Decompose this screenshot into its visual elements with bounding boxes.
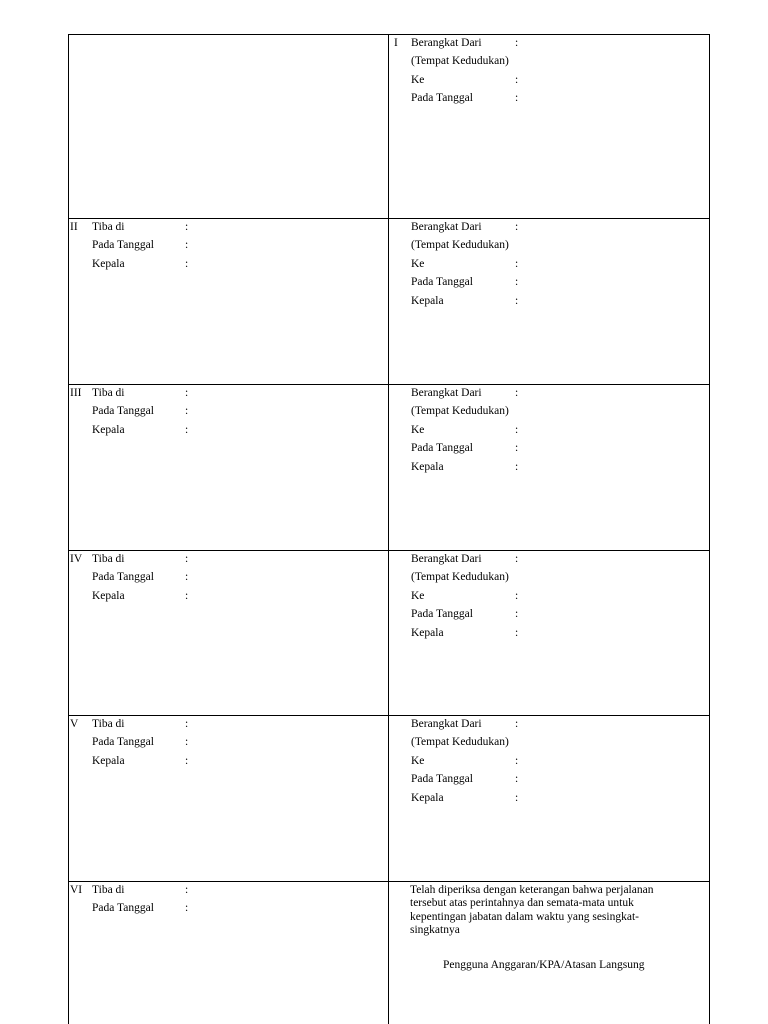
arrival-at-colon: :: [185, 718, 189, 730]
section-roman: V: [70, 718, 79, 730]
date-colon: :: [515, 92, 519, 105]
section-2-right: [388, 218, 710, 384]
section-6-left: [68, 881, 388, 1024]
arrival-at-label: Tiba di: [92, 221, 125, 233]
head-colon: :: [515, 791, 519, 804]
departure-from-label: Berangkat Dari: [411, 37, 482, 49]
head-colon: :: [515, 294, 519, 307]
head-colon: :: [515, 626, 519, 639]
departure-from-colon: :: [515, 718, 519, 730]
section-3-right: [388, 384, 710, 550]
signatory-title: Pengguna Anggaran/KPA/Atasan Langsung: [443, 959, 645, 971]
date-label: Pada Tanggal: [92, 902, 154, 915]
date-colon: :: [185, 405, 189, 418]
date-label: Pada Tanggal: [411, 608, 473, 621]
departure-from-colon: :: [515, 553, 519, 565]
date-label: Pada Tanggal: [92, 571, 154, 584]
date-label: Pada Tanggal: [92, 405, 154, 418]
arrival-at-label: Tiba di: [92, 387, 125, 399]
departure-from-colon: :: [515, 387, 519, 399]
departure-from-label: Berangkat Dari: [411, 221, 482, 233]
section-3-left: [68, 384, 388, 550]
departure-from-label: Berangkat Dari: [411, 718, 482, 730]
arrival-at-label: Tiba di: [92, 718, 125, 730]
arrival-at-colon: :: [185, 553, 189, 565]
section-roman: IV: [70, 553, 83, 565]
destination-colon: :: [515, 423, 519, 436]
departure-from-colon: :: [515, 37, 519, 49]
verification-note-line: singkatnya: [410, 924, 460, 937]
date-colon: :: [515, 442, 519, 455]
date-label: Pada Tanggal: [411, 442, 473, 455]
place-of-residence-label: (Tempat Kedudukan): [411, 736, 509, 749]
arrival-at-colon: :: [185, 221, 189, 233]
verification-note-line: Telah diperiksa dengan keterangan bahwa perjalanan: [410, 884, 654, 896]
section-1-left: [68, 34, 388, 218]
section-roman: III: [70, 387, 82, 399]
destination-label: Ke: [411, 257, 425, 270]
destination-colon: :: [515, 73, 519, 86]
date-label: Pada Tanggal: [411, 92, 473, 105]
departure-from-colon: :: [515, 221, 519, 233]
verification-note-line: tersebut atas perintahnya dan semata-mata untuk: [410, 897, 634, 910]
head-label: Kepala: [411, 294, 444, 307]
head-colon: :: [185, 423, 189, 436]
place-of-residence-label: (Tempat Kedudukan): [411, 55, 509, 68]
head-colon: :: [185, 754, 189, 767]
destination-label: Ke: [411, 423, 425, 436]
head-colon: :: [515, 460, 519, 473]
departure-from-label: Berangkat Dari: [411, 387, 482, 399]
date-colon: :: [185, 571, 189, 584]
date-label: Pada Tanggal: [411, 276, 473, 289]
section-1-right: [388, 34, 710, 218]
arrival-at-label: Tiba di: [92, 553, 125, 565]
date-label: Pada Tanggal: [92, 239, 154, 252]
travel-form-sheet: [68, 34, 710, 1024]
arrival-at-label: Tiba di: [92, 884, 125, 896]
section-roman: I: [394, 37, 398, 49]
destination-label: Ke: [411, 589, 425, 602]
head-label: Kepala: [92, 589, 125, 602]
date-label: Pada Tanggal: [92, 736, 154, 749]
arrival-at-colon: :: [185, 884, 189, 896]
destination-colon: :: [515, 754, 519, 767]
section-4-right: [388, 550, 710, 715]
head-label: Kepala: [411, 626, 444, 639]
head-label: Kepala: [411, 791, 444, 804]
arrival-at-colon: :: [185, 387, 189, 399]
date-colon: :: [185, 902, 189, 915]
destination-colon: :: [515, 257, 519, 270]
place-of-residence-label: (Tempat Kedudukan): [411, 571, 509, 584]
verification-note: [410, 884, 710, 938]
head-label: Kepala: [92, 257, 125, 270]
destination-colon: :: [515, 589, 519, 602]
date-colon: :: [515, 276, 519, 289]
section-5-left: [68, 715, 388, 881]
date-colon: :: [515, 608, 519, 621]
section-2-left: [68, 218, 388, 384]
date-label: Pada Tanggal: [411, 773, 473, 786]
head-label: Kepala: [411, 460, 444, 473]
place-of-residence-label: (Tempat Kedudukan): [411, 239, 509, 252]
head-label: Kepala: [92, 754, 125, 767]
date-colon: :: [185, 239, 189, 252]
section-roman: II: [70, 221, 78, 233]
destination-label: Ke: [411, 754, 425, 767]
destination-label: Ke: [411, 73, 425, 86]
date-colon: :: [515, 773, 519, 786]
departure-from-label: Berangkat Dari: [411, 553, 482, 565]
section-roman: VI: [70, 884, 83, 896]
section-5-right: [388, 715, 710, 881]
date-colon: :: [185, 736, 189, 749]
verification-note-line: kepentingan jabatan dalam waktu yang sesingkat-: [410, 910, 639, 923]
section-4-left: [68, 550, 388, 715]
head-label: Kepala: [92, 423, 125, 436]
head-colon: :: [185, 257, 189, 270]
place-of-residence-label: (Tempat Kedudukan): [411, 405, 509, 418]
head-colon: :: [185, 589, 189, 602]
